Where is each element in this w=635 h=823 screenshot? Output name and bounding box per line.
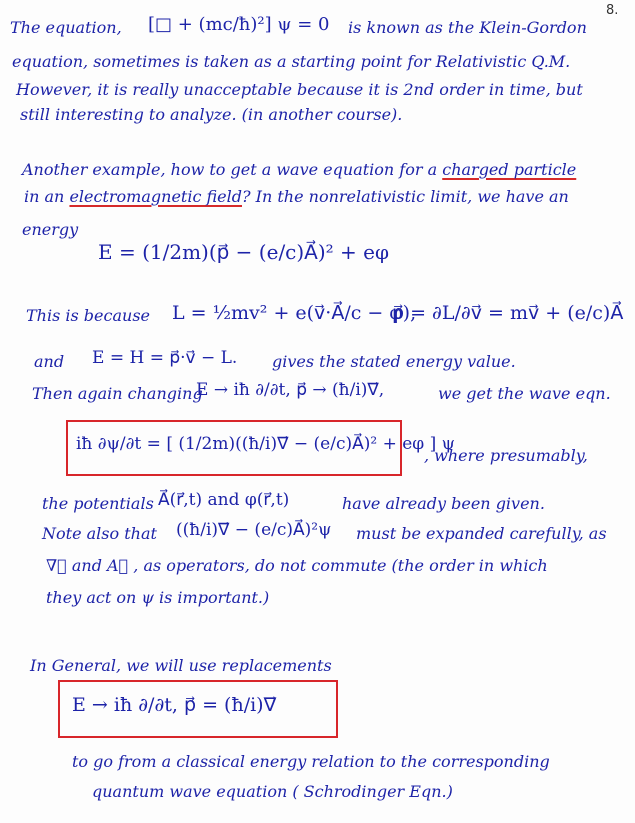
p2-line2-text: [24, 187, 569, 207]
p1-line1-text: The equation,: [10, 18, 122, 37]
p2-line3-text: energy: [22, 220, 79, 239]
p2-line1-a: Another example, how to get a wave equation for a: [22, 160, 438, 179]
p5-line2-text: to go from a classical energy relation to the corresponding: [72, 752, 550, 771]
p1-line1-text-b: is known as the Klein-Gordon: [348, 18, 587, 37]
p3-line1-text: This is because: [26, 306, 150, 325]
p3-line3-text: Then again changing: [32, 384, 203, 403]
p1-line3-text: However, it is really unacceptable because it is 2nd order in time, but: [16, 80, 583, 99]
klein-gordon-equation: [□ + (mc/ħ)²] ψ = 0: [148, 14, 330, 35]
p2-line2-a: in an: [24, 187, 65, 206]
page-number: 8.: [606, 3, 619, 18]
p4-line1-text: the potentials: [42, 494, 154, 513]
wave-equation: iħ ∂ψ/∂t = [ (1/2m)((ħ/i)∇⃗ − (e/c)A⃗)² + eφ ] ψ: [76, 434, 455, 454]
momentum-equation: p⃗ = ∂L/∂v⃗ = mv⃗ + (e/c)A⃗: [392, 302, 624, 324]
p4-line4-text: they act on ψ is important.): [46, 588, 270, 607]
p2-line1-text: [22, 160, 576, 180]
p5-line3-text: quantum wave equation ( Schrodinger Eqn.): [92, 782, 453, 801]
p5-line1-text: In General, we will use replacements: [30, 656, 332, 675]
p3-line2-text-b: gives the stated energy value.: [272, 352, 516, 371]
potentials-expression: A⃗(r⃗,t) and φ(r⃗,t): [158, 490, 290, 510]
charged-particle-underlined: charged particle: [442, 160, 577, 179]
energy-equation: E = (1/2m)(p⃗ − (e/c)A⃗)² + eφ: [98, 240, 389, 264]
p4-line2-text-b: must be expanded carefully, as: [356, 524, 607, 543]
p3-line3-text-b: we get the wave eqn.: [438, 384, 611, 403]
hamiltonian-equation: E = H = p⃗·v⃗ − L.: [92, 348, 238, 368]
p1-line2-text: equation, sometimes is taken as a starting point for Relativistic Q.M.: [12, 52, 571, 71]
electromagnetic-field-underlined: electromagnetic field: [69, 187, 242, 206]
lagrangian-equation: L = ½mv² + e(v⃗·A⃗/c − φ),: [172, 302, 417, 324]
p4-line3-text: ∇⃗ and A⃗ , as operators, do not commute (the order in which: [46, 556, 548, 575]
p4-line1-text-b: have already been given.: [342, 494, 545, 513]
p3-line2-and: and: [34, 352, 65, 371]
p4-line2-text: Note also that: [42, 524, 157, 543]
expanded-operator-expression: ((ħ/i)∇⃗ − (e/c)A⃗)²ψ: [176, 520, 332, 540]
replacements-equation: E → iħ ∂/∂t, p⃗ = (ħ/i)∇⃗: [72, 694, 277, 716]
p1-line4-text: still interesting to analyze. (in another course).: [20, 105, 403, 124]
p2-line2-b: ? In the nonrelativistic limit, we have an: [242, 187, 569, 206]
wave-equation-note: , where presumably,: [424, 446, 588, 465]
replacement-equation: E → iħ ∂/∂t, p⃗ → (ħ/i)∇⃗,: [196, 380, 385, 400]
